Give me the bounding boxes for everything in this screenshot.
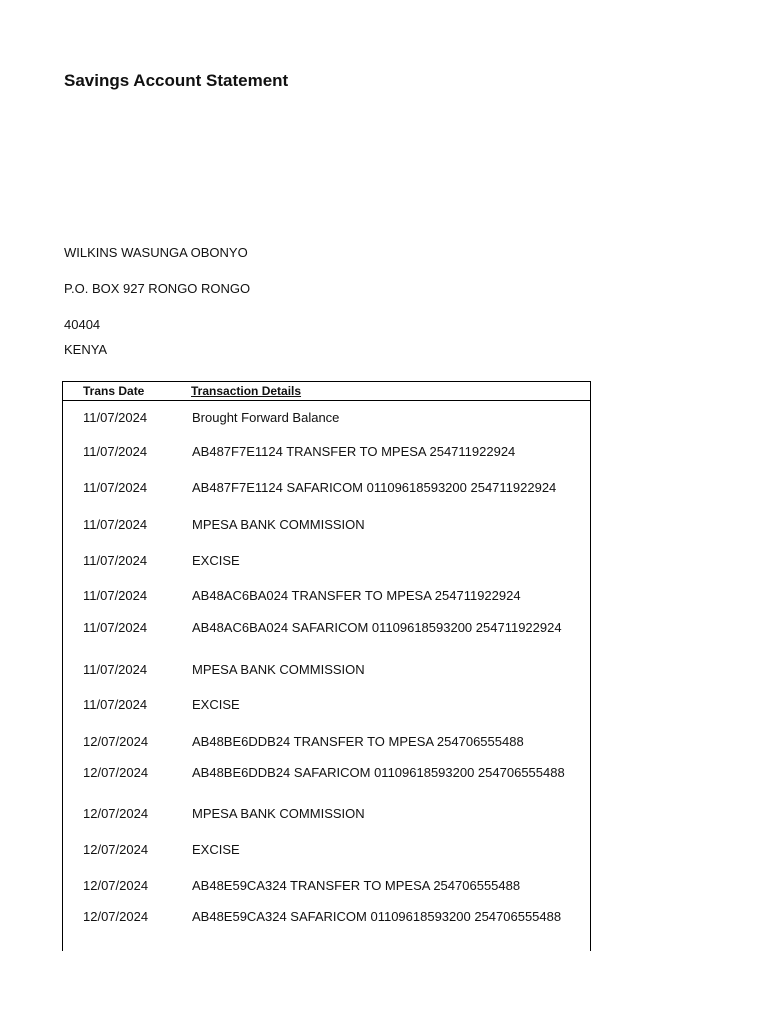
row-details: EXCISE — [192, 842, 240, 857]
row-date: 12/07/2024 — [83, 806, 149, 821]
country: KENYA — [64, 342, 108, 357]
row-details: AB48AC6BA024 TRANSFER TO MPESA 254711922924 — [192, 588, 521, 603]
row-date: 11/07/2024 — [83, 480, 148, 495]
row-date: 11/07/2024 — [83, 662, 148, 677]
row-date: 12/07/2024 — [83, 842, 149, 857]
postal-code: 40404 — [64, 317, 101, 332]
header-transaction-details: Transaction Details — [191, 384, 302, 398]
row-date: 11/07/2024 — [83, 410, 148, 425]
row-date: 11/07/2024 — [83, 553, 148, 568]
row-date: 12/07/2024 — [83, 734, 149, 749]
row-details: AB48E59CA324 TRANSFER TO MPESA 254706555488 — [192, 878, 521, 893]
row-date: 12/07/2024 — [83, 765, 149, 780]
row-details: Brought Forward Balance — [192, 410, 340, 425]
row-date: 11/07/2024 — [83, 588, 148, 603]
table-header — [63, 382, 590, 401]
postal-box: P.O. BOX 927 RONGO RONGO — [64, 281, 251, 296]
row-details: EXCISE — [192, 553, 240, 568]
row-details: AB487F7E1124 TRANSFER TO MPESA 254711922924 — [192, 444, 516, 459]
row-date: 11/07/2024 — [83, 620, 148, 635]
row-details: AB48BE6DDB24 TRANSFER TO MPESA 254706555488 — [192, 734, 524, 749]
row-date: 11/07/2024 — [83, 444, 148, 459]
row-details: MPESA BANK COMMISSION — [192, 662, 365, 677]
header-trans-date: Trans Date — [83, 384, 145, 398]
account-holder-name: WILKINS WASUNGA OBONYO — [64, 245, 248, 260]
row-details: EXCISE — [192, 697, 240, 712]
row-date: 12/07/2024 — [83, 878, 149, 893]
row-date: 12/07/2024 — [83, 909, 149, 924]
row-date: 11/07/2024 — [83, 697, 148, 712]
row-details: AB48BE6DDB24 SAFARICOM 01109618593200 254706555488 — [192, 765, 565, 780]
row-details: AB48E59CA324 SAFARICOM 01109618593200 254706555488 — [192, 909, 562, 924]
page-title: Savings Account Statement — [64, 71, 289, 90]
row-details: AB487F7E1124 SAFARICOM 01109618593200 254711922924 — [192, 480, 557, 495]
transactions-table — [62, 381, 591, 951]
row-details: MPESA BANK COMMISSION — [192, 517, 365, 532]
row-details: MPESA BANK COMMISSION — [192, 806, 365, 821]
row-date: 11/07/2024 — [83, 517, 148, 532]
row-details: AB48AC6BA024 SAFARICOM 01109618593200 254711922924 — [192, 620, 562, 635]
